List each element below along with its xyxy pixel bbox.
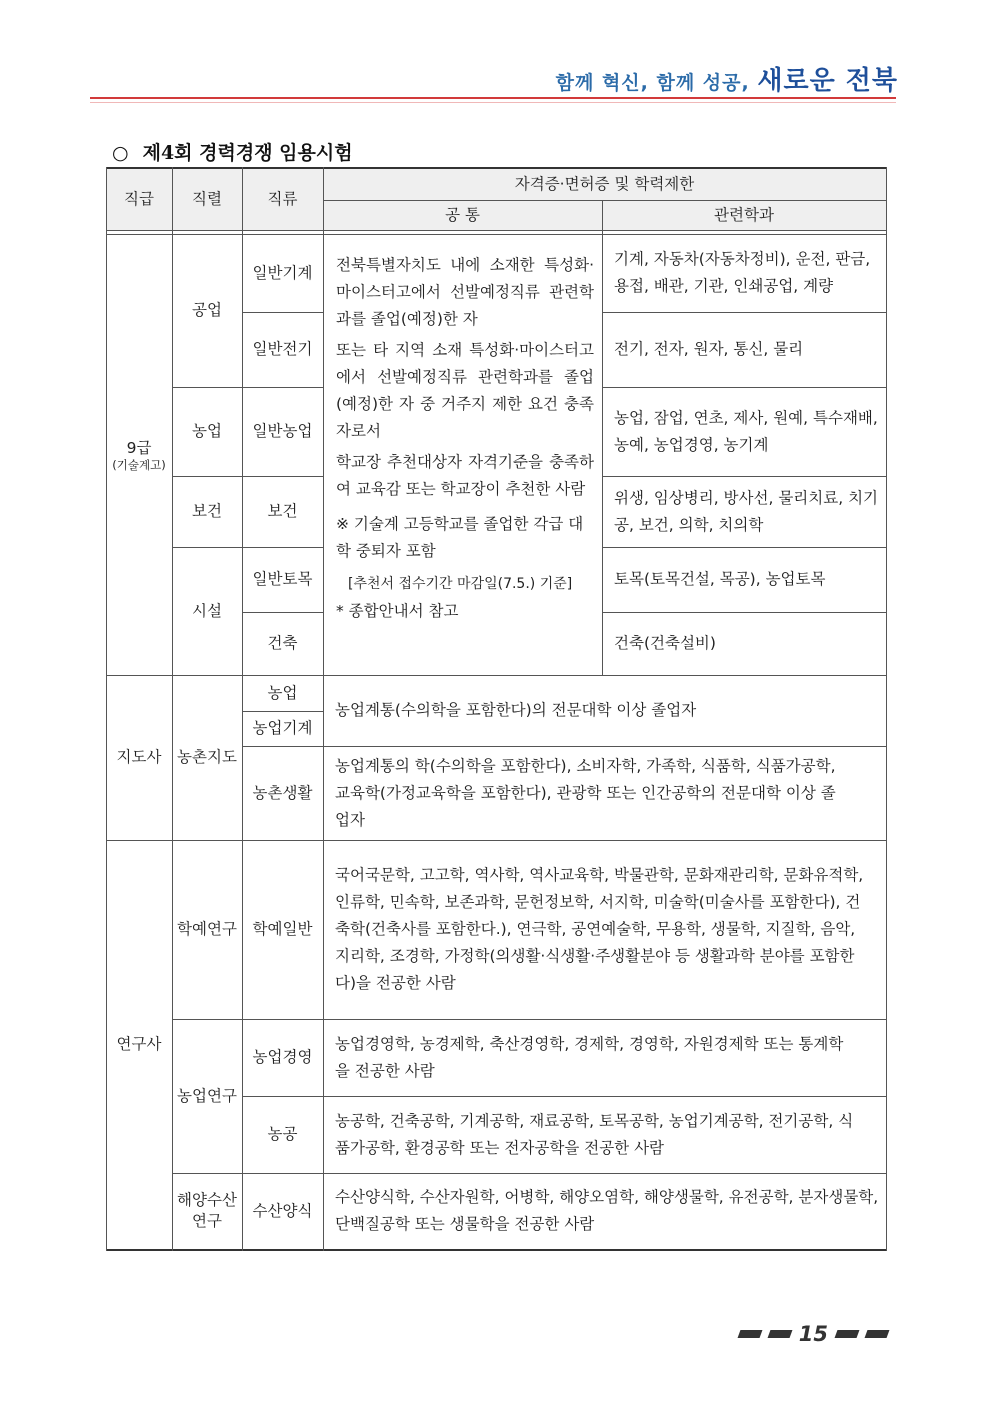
jidosa-qual-2: 농업계통의 학(수의학을 포함한다), 소비자학, 가족학, 식품학, 식품가공학, 교육학(가정교육학을 포함한다), 관광학 또는 인간공학의 전문대학 이상 졸업자 bbox=[335, 756, 836, 829]
jidosa-qual-1: 농업계통(수의학을 포함한다)의 전문대학 이상 졸업자 bbox=[335, 701, 697, 719]
common-p1: 전북특별자치도 내에 소재한 특성화·마이스터고에서 선발예정직류 관련학과를 졸업(예정)한 자 bbox=[336, 256, 594, 328]
section-bullet: ○ bbox=[112, 142, 129, 164]
slogan bbox=[556, 60, 898, 97]
series-gongup: 공업 bbox=[192, 301, 222, 319]
section-title bbox=[112, 138, 353, 165]
slogan-part1: 함께 혁신, 함께 성공, bbox=[555, 72, 758, 94]
series-nongup-yeongu: 농업연구 bbox=[177, 1086, 237, 1105]
slogan-part2: 새로운 전북 bbox=[757, 66, 898, 96]
class-nongchon-saenghwal: 농촌생활 bbox=[252, 783, 313, 802]
class-susan-yangsik: 수산양식 bbox=[252, 1201, 313, 1220]
dept-geonchuk: 건축(건축설비) bbox=[614, 634, 716, 652]
series-hakye-yeongu: 학예연구 bbox=[177, 920, 237, 938]
common-p4: ※ 기술계 고등학교를 졸업한 각급 대학 중퇴자 포함 bbox=[336, 515, 584, 560]
class-geonchuk: 건축 bbox=[267, 634, 298, 652]
class-hakye-ilban: 학예일반 bbox=[252, 920, 313, 938]
section-title-text: 제4회 경력경쟁 임용시험 bbox=[142, 142, 353, 164]
series-haeyang-susan-yeongu: 해양수산연구 bbox=[177, 1191, 237, 1230]
header-related-dept: 관련학과 bbox=[714, 205, 774, 224]
dept-nongup: 농업, 잠업, 연초, 제사, 원예, 특수재배, 농예, 농업경영, 농기계 bbox=[614, 408, 878, 454]
common-p2: 또는 타 지역 소재 특성화·마이스터고에서 선발예정직류 관련학과를 졸업(예정)한 자 중 거주지 제한 요건 충족자로서 bbox=[336, 341, 594, 440]
header-class: 직류 bbox=[267, 189, 298, 208]
class-ilban-tomok: 일반토목 bbox=[252, 570, 313, 588]
footer-bar bbox=[767, 1330, 792, 1338]
header-rule-thin bbox=[90, 102, 896, 103]
class-nongup-gigye: 농업기계 bbox=[252, 719, 313, 737]
common-qualification bbox=[336, 252, 594, 625]
grade-9-sub: (기술계고) bbox=[112, 457, 166, 472]
class-nongup-gyeongyeong: 농업경영 bbox=[252, 1048, 313, 1066]
header-rule bbox=[90, 97, 896, 99]
class-ilban-jeongi: 일반전기 bbox=[252, 340, 313, 358]
page-footer bbox=[739, 1322, 888, 1346]
series-nongchon-jido: 농촌지도 bbox=[177, 748, 237, 766]
series-bogeon: 보건 bbox=[192, 502, 222, 520]
dept-gigye: 기계, 자동차(자동차정비), 운전, 판금, 용접, 배관, 기관, 인쇄공업, 계량 bbox=[614, 250, 871, 295]
footer-bar bbox=[737, 1330, 762, 1338]
dept-jeongi: 전기, 전자, 원자, 통신, 물리 bbox=[614, 340, 804, 358]
yeongusa-qual-3: 농공학, 건축공학, 기계공학, 재료공학, 토목공학, 농업기계공학, 전기공학, 식품가공학, 환경공학 또는 전자공학을 전공한 사람 bbox=[335, 1111, 854, 1157]
common-p6: * 종합안내서 참고 bbox=[336, 602, 459, 620]
page-number: 15 bbox=[798, 1322, 828, 1346]
yeongusa-qual-1: 국어국문학, 고고학, 역사학, 역사교육학, 박물관학, 문화재관리학, 문화유적학, 인류학, 민속학, 보존과학, 문헌정보학, 서지학, 미술학(미술사를 포함한다), 건축학(건축사를 포함한다.), 연극학, 공연예술학, 무용학, 생물학, 지질학, 음악, 지리학, 조경학, 가정학(의생활·식생활·주생활분야 등 생활과학 분야를 포함한다)을 전공한 사람 bbox=[335, 866, 864, 992]
grade-yeongusa: 연구사 bbox=[116, 1035, 162, 1053]
series-nongup: 농업 bbox=[192, 422, 222, 440]
header-grade: 직급 bbox=[124, 189, 154, 208]
class-bogeon: 보건 bbox=[267, 502, 298, 520]
grade-9-main: 9급 bbox=[126, 438, 152, 457]
class-nonggong: 농공 bbox=[267, 1125, 298, 1143]
dept-tomok: 토목(토목건설, 목공), 농업토목 bbox=[614, 570, 826, 588]
yeongusa-qual-2: 농업경영학, 농경제학, 축산경영학, 경제학, 경영학, 자원경제학 또는 통계학을 전공한 사람 bbox=[335, 1034, 844, 1080]
yeongusa-qual-4: 수산양식학, 수산자원학, 어병학, 해양오염학, 해양생물학, 유전공학, 분자생물학, 단백질공학 또는 생물학을 전공한 사람 bbox=[335, 1188, 879, 1233]
class-nongup: 농업 bbox=[267, 683, 298, 702]
footer-bar bbox=[835, 1330, 860, 1338]
grade-jidosa: 지도사 bbox=[116, 748, 162, 766]
common-p3: 학교장 추천대상자 자격기준을 충족하여 교육감 또는 학교장이 추천한 사람 bbox=[336, 453, 594, 498]
footer-bar bbox=[865, 1330, 890, 1338]
dept-bogeon: 위생, 임상병리, 방사선, 물리치료, 치기공, 보건, 의학, 치의학 bbox=[614, 488, 879, 534]
class-ilban-gigye: 일반기계 bbox=[252, 263, 313, 282]
common-p5: [추천서 접수기간 마감일(7.5.) 기준] bbox=[348, 576, 573, 592]
grade-9 bbox=[106, 234, 172, 675]
header-series: 직렬 bbox=[192, 189, 222, 208]
header-common: 공 통 bbox=[445, 205, 480, 224]
series-siseol: 시설 bbox=[192, 601, 222, 620]
class-ilban-nongup: 일반농업 bbox=[252, 422, 313, 440]
header-qualification: 자격증·면허증 및 학력제한 bbox=[514, 174, 695, 193]
